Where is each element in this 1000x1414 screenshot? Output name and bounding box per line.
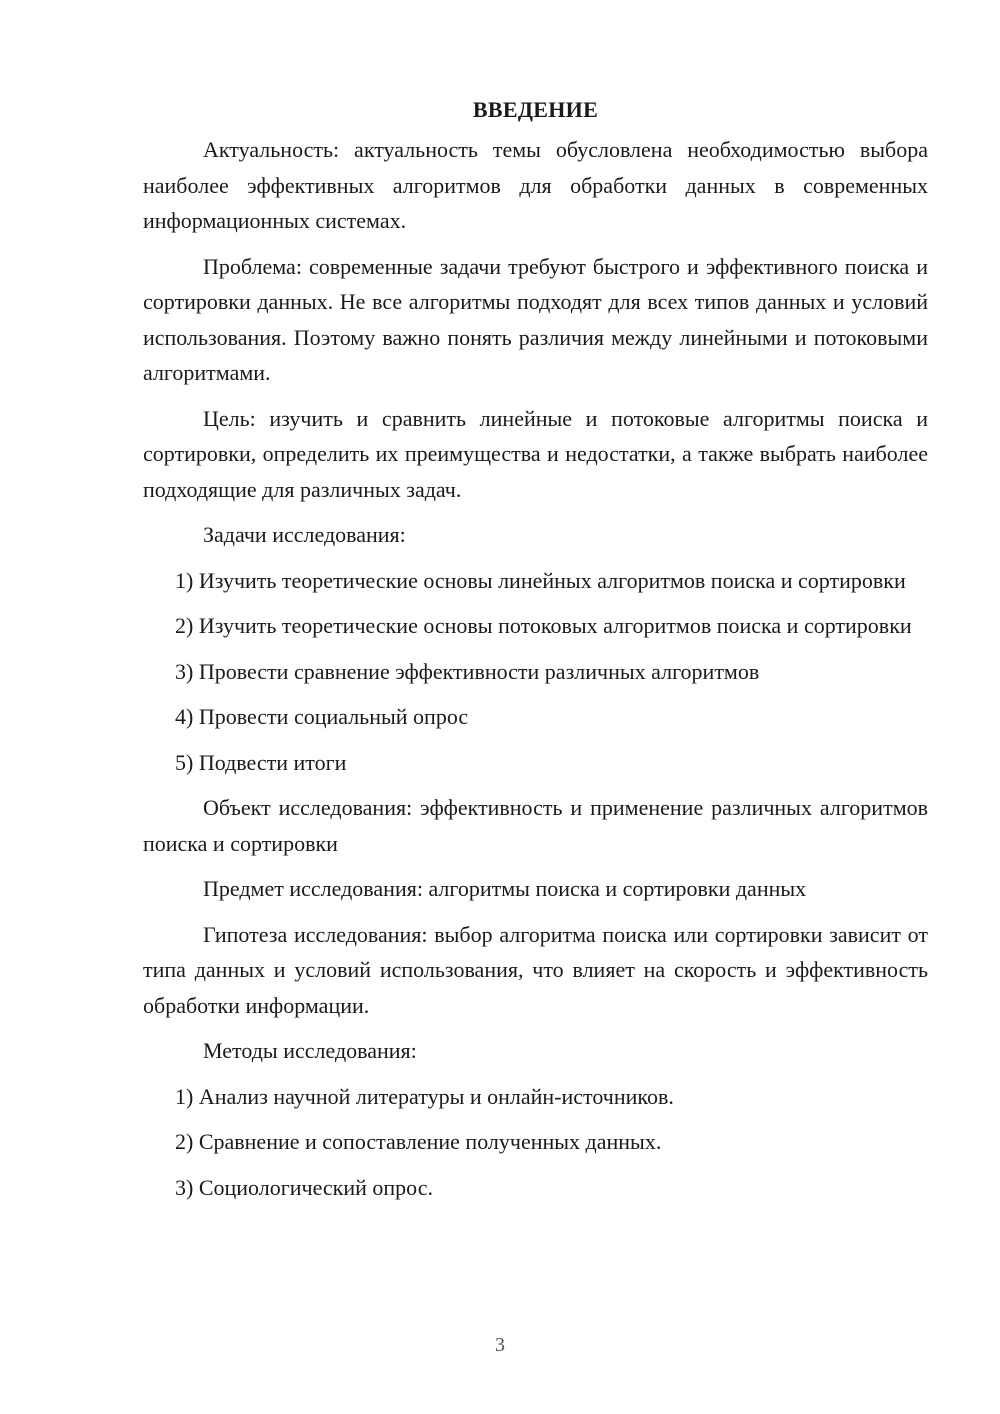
section-title: ВВЕДЕНИЕ <box>472 97 599 122</box>
paragraph-relevance: Актуальность: актуальность темы обусловлена необходимостью выбора наиболее эффективных алгоритмов для обработки данных в современных информационных системах. <box>143 137 928 233</box>
tasks-heading: Задачи исследования: <box>203 522 406 547</box>
paragraph-goal: Цель: изучить и сравнить линейные и потоковые алгоритмы поиска и сортировки, определить их преимущества и недостатки, а также выбрать наиболее подходящие для различных задач. <box>143 405 928 502</box>
page-number: 3 <box>495 1334 505 1356</box>
task-item-2: 2) Изучить теоретические основы потоковых алгоритмов поиска и сортировки <box>175 613 912 638</box>
method-item-2: 2) Сравнение и сопоставление полученных данных. <box>175 1129 662 1154</box>
paragraph-problem: Проблема: современные задачи требуют быстрого и эффективного поиска и сортировки данных. Не все алгоритмы подходят для всех типов данных и условий использования. Поэтому важно понять различия между линейными и потоковыми алгоритмами. <box>143 253 928 385</box>
task-item-1: 1) Изучить теоретические основы линейных алгоритмов поиска и сортировки <box>175 567 906 593</box>
paragraph-hypothesis: Гипотеза исследования: выбор алгоритма поиска или сортировки зависит от типа данных и условий использования, что влияет на скорость и эффективность обработки информации. <box>143 921 928 1018</box>
method-item-3: 3) Социологический опрос. <box>175 1174 433 1200</box>
method-item-1: 1) Анализ научной литературы и онлайн-источников. <box>175 1083 674 1109</box>
document-page <box>143 92 928 1215</box>
task-item-3: 3) Провести сравнение эффективности различных алгоритмов <box>175 658 760 684</box>
paragraph-object: Объект исследования: эффективность и применение различных алгоритмов поиска и сортировки <box>143 795 928 856</box>
methods-heading: Методы исследования: <box>203 1038 417 1063</box>
task-item-5: 5) Подвести итоги <box>175 749 347 775</box>
paragraph-subject: Предмет исследования: алгоритмы поиска и сортировки данных <box>203 876 807 901</box>
task-item-4: 4) Провести социальный опрос <box>175 704 469 729</box>
